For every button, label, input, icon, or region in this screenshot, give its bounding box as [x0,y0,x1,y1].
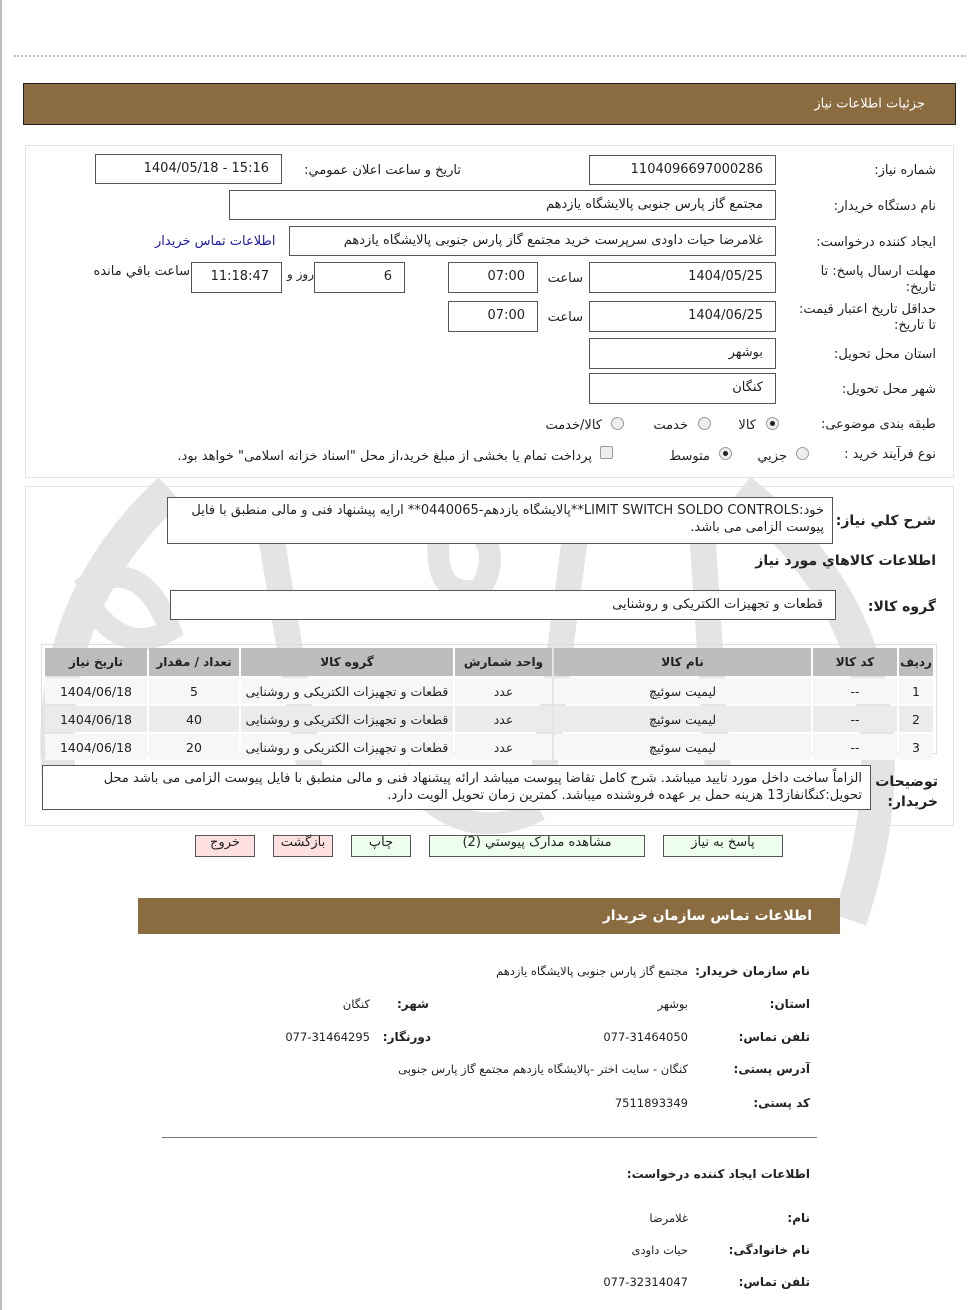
goods-table [43,646,935,762]
creator-phone-label: تلفن تماس: [738,1275,810,1289]
cell-qty: 40 [149,706,239,732]
contact-province-label: استان: [769,997,810,1011]
buyer-notes-label-line1: توضیحات [875,774,938,790]
col-date: تاریخ نیاز [45,648,147,676]
reply-deadline-label-line1: مهلت ارسال پاسخ: تا [820,264,936,279]
contact-city-label: شهر: [397,997,429,1011]
contact-org-value: مجتمع گاز پارس جنوبی پالایشگاه یازدهم [496,964,688,978]
creator-name-value: غلامرضا [649,1211,688,1225]
cell-row: 2 [899,706,933,732]
need-number-label: شماره نیاز: [874,163,936,178]
delivery-province-label: استان محل تحویل: [834,347,936,362]
announce-datetime-label: تاریخ و ساعت اعلان عمومي: [304,163,461,178]
buyer-contact-link[interactable]: اطلاعات تماس خریدار [155,234,276,249]
requester-label: ایجاد کننده درخواست: [816,235,936,250]
reply-deadline-label [821,264,936,296]
col-code: کد کالا [813,648,897,676]
buyer-notes-label [875,772,938,812]
creator-phone-value: 077-32314047 [603,1275,688,1289]
need-number-field: 1104096697000286 [589,155,776,185]
print-button[interactable]: چاپ [351,835,411,857]
contact-divider [162,1137,817,1138]
buyer-org-field: مجتمع گاز پارس جنوبی پالایشگاه یازدهم [229,190,776,220]
cell-name: لیمیت سوئیچ [554,678,811,704]
top-divider [14,55,966,57]
col-name: نام کالا [554,648,811,676]
buyer-notes-label-line2: خریدار: [887,794,938,810]
cell-code: -- [813,706,897,732]
cell-date: 1404/06/18 [45,678,147,704]
category-option-goods-service: کالا/خدمت [545,418,602,433]
page-header-bar [23,83,956,125]
contact-phone-value: 077-31464050 [603,1030,688,1044]
category-radio-service[interactable] [698,417,711,430]
category-label: طبقه بندی موضوعی: [820,417,936,432]
category-radio-goods-service[interactable] [611,417,624,430]
cell-unit: عدد [455,678,552,704]
cell-row: 3 [899,734,933,760]
col-qty: تعداد / مقدار [149,648,239,676]
contact-province-value: بوشهر [657,997,688,1011]
cell-group: قطعات و تجهیزات الکتریکی و روشنایی [241,678,453,704]
contact-fax-value: 077-31464295 [285,1030,370,1044]
goods-group-field: قطعات و تجهیزات الکتریکی و روشنایی [170,590,836,620]
cell-date: 1404/06/18 [45,706,147,732]
cell-group: قطعات و تجهیزات الکتریکی و روشنایی [241,706,453,732]
category-option-service: خدمت [653,418,688,433]
page-title: جزئیات اطلاعات نیاز [814,96,925,112]
process-radio-minor[interactable] [796,447,809,460]
reply-deadline-label-line2: تاریخ: [905,280,936,295]
contact-postal-label: کد پستی: [753,1096,810,1110]
col-row: ردیف [899,648,933,676]
remaining-time-label: ساعت باقي مانده [93,264,190,279]
cell-code: -- [813,678,897,704]
price-validity-time-field: 07:00 [448,301,538,332]
buyer-org-label: نام دستگاه خریدار: [833,199,936,214]
col-unit: واحد شمارش [455,648,552,676]
goods-group-label: گروه کالا: [867,599,936,615]
contact-org-label: نام سازمان خریدار: [695,964,810,978]
remaining-days-field: 6 [314,262,405,293]
price-validity-label [799,302,936,334]
cell-date: 1404/06/18 [45,734,147,760]
creator-family-label: نام خانوادگی: [728,1243,810,1257]
contact-fax-label: دورنگار: [382,1030,431,1044]
table-row [45,678,933,704]
purchase-process-label: نوع فرآیند خرید : [844,447,936,462]
goods-table-header [45,648,933,676]
buyer-notes-box: الزاماً ساخت داخل مورد تایید میباشد. شرح کامل تقاضا پیوست میباشد ارائه پیشنهاد فنی و مالی منطبق با فایل پیوست الزامی می باشد محل تحویل:کنگانفاز13 هزینه حمل بر عهده فروشنده میباشد. کمترین زمان تحویل الویت دارد. [42,765,871,810]
delivery-city-label: شهر محل تحویل: [841,382,936,397]
col-group: گروه کالا [241,648,453,676]
contact-address-value: کنگان - سایت اختر -پالایشگاه یازدهم مجتمع گاز پارس جنوبی [398,1062,688,1076]
category-option-goods: کالا [738,418,756,433]
back-button[interactable]: بازگشت [273,835,333,857]
description-box: خ‍‍ود:LIMIT SWITCH SOLDO CONTROLS**پالایشگاه یازدهم-0440065** ارایه پیشنهاد فنی و مالی منطبق با فایل پیوست الزامی می باشد. [167,497,833,544]
process-option-minor: جزیي [757,449,787,464]
view-attachments-button[interactable]: مشاهده مدارک پیوستي (2) [429,835,645,857]
process-option-medium: متوسط [669,449,710,464]
reply-to-need-button[interactable]: پاسخ به نیاز [663,835,783,857]
treasury-checkbox-label: پرداخت تمام یا بخشی از مبلغ خرید،از محل "اسناد خزانه اسلامی" خواهد بود. [177,449,592,464]
cell-code: -- [813,734,897,760]
days-label: روز و [287,267,314,281]
delivery-province-field: بوشهر [589,338,776,369]
delivery-city-field: کنگان [589,373,776,404]
price-validity-label-line2: تا تاریخ: [894,318,936,333]
price-time-label: ساعت [547,310,583,325]
reply-time-label: ساعت [547,271,583,286]
cell-group: قطعات و تجهیزات الکتریکی و روشنایی [241,734,453,760]
requester-field: غلامرضا حیات داودی سرپرست خرید مجتمع گاز پارس جنوبی پالایشگاه یازدهم [289,226,776,256]
reply-deadline-date-field: 1404/05/25 [589,262,776,293]
process-radio-medium[interactable] [719,447,732,460]
table-row [45,706,933,732]
exit-button[interactable]: خروج [195,835,255,857]
contact-city-value: کنگان [342,997,370,1011]
price-validity-date-field: 1404/06/25 [589,301,776,332]
cell-name: لیمیت سوئیچ [554,706,811,732]
price-validity-label-line1: حداقل تاریخ اعتبار قیمت: [798,302,936,317]
remaining-time-field: 11:18:47 [191,262,282,293]
cell-name: لیمیت سوئیچ [554,734,811,760]
page-left-border [0,0,2,1310]
cell-row: 1 [899,678,933,704]
contact-address-label: آدرس پستی: [733,1062,810,1076]
contact-phone-label: تلفن تماس: [738,1030,810,1044]
table-row [45,734,933,760]
contact-title: اطلاعات تماس سازمان خریدار [602,908,812,924]
goods-section-title: اطلاعات کالاهاي مورد نیاز [755,553,936,569]
creator-title: اطلاعات ایجاد کننده درخواست: [626,1167,810,1181]
reply-deadline-time-field: 07:00 [448,262,538,293]
contact-header-bar [138,898,840,934]
cell-qty: 20 [149,734,239,760]
category-radio-goods[interactable] [766,417,779,430]
cell-unit: عدد [455,734,552,760]
creator-family-value: حیات داودی [631,1243,688,1257]
announce-datetime-field: 1404/05/18 - 15:16 [95,154,282,184]
creator-name-label: نام: [787,1211,810,1225]
treasury-checkbox[interactable] [600,446,613,459]
contact-postal-value: 7511893349 [614,1096,688,1110]
description-label: شرح کلي نیاز: [835,513,936,529]
cell-unit: عدد [455,706,552,732]
cell-qty: 5 [149,678,239,704]
